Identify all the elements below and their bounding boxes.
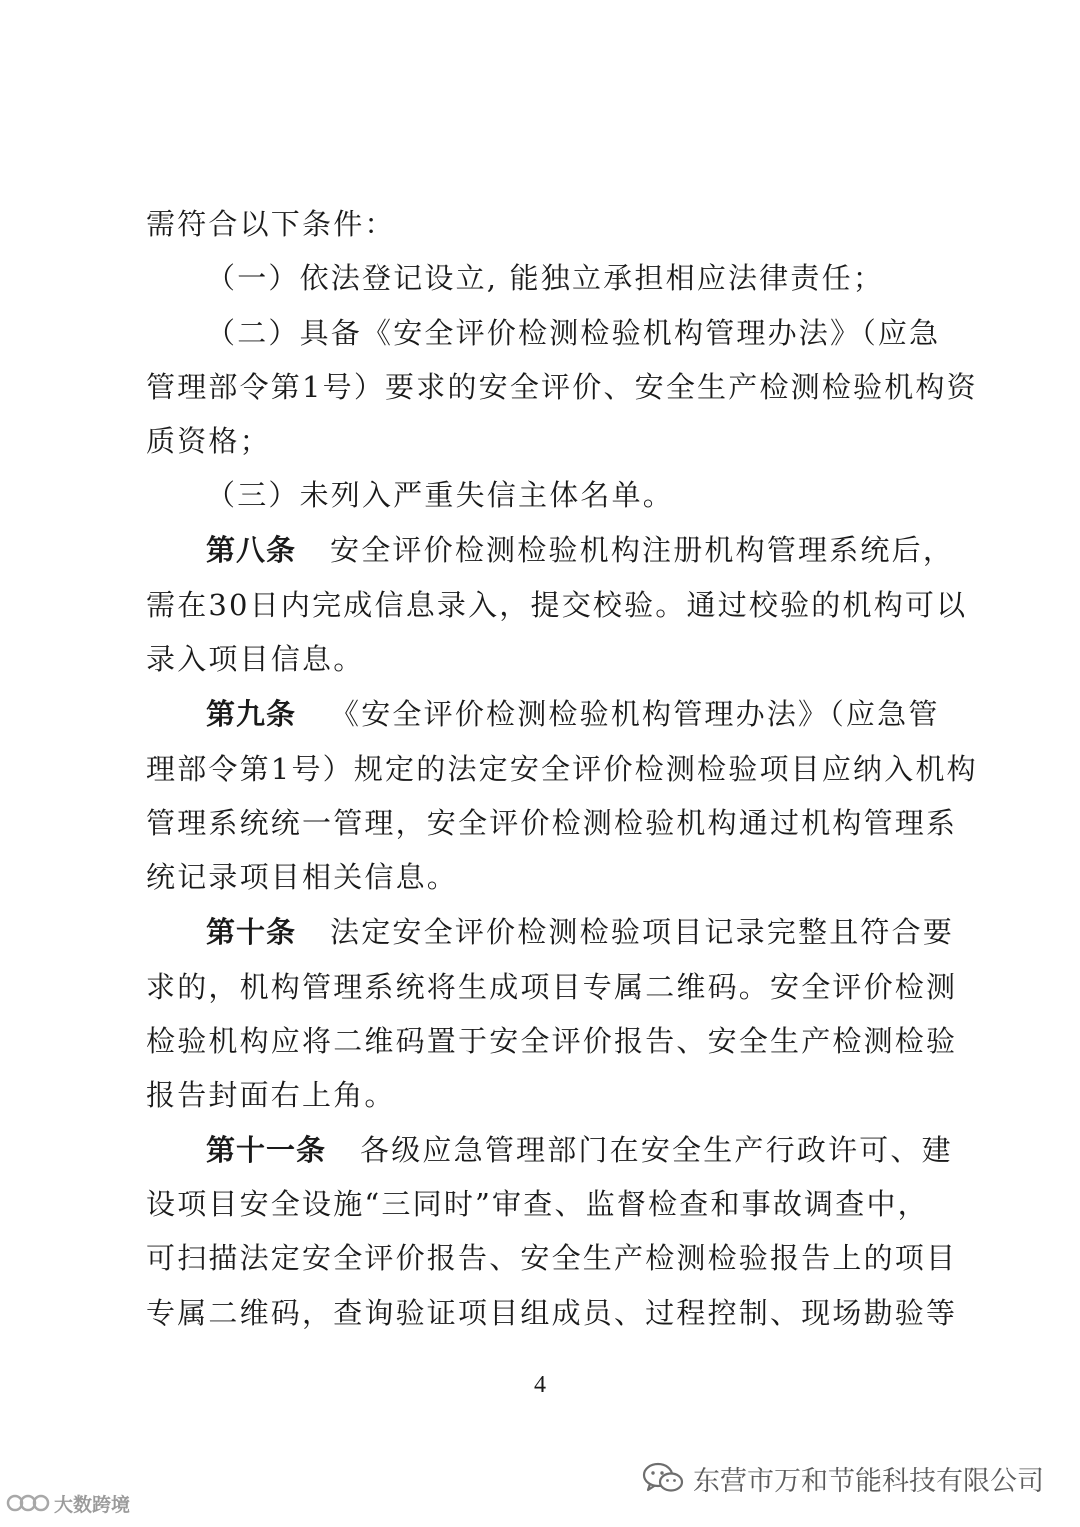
text-line: 质资格；: [146, 424, 271, 458]
company-watermark: [641, 1458, 1044, 1498]
article-heading: 第八条: [206, 533, 297, 567]
article-9-first-line: [206, 694, 946, 734]
text-line: 求的，机构管理系统将生成项目专属二维码。安全评价检测: [146, 970, 958, 1004]
article-10-first-line: [206, 912, 955, 952]
text-line: 设项目安全设施“三同时”审查、监督检查和事故调查中，: [146, 1187, 929, 1221]
page-number: 4: [534, 1372, 546, 1398]
text-line: 专属二维码，查询验证项目组成员、过程控制、现场勘验等: [146, 1296, 958, 1330]
article-heading: 第十一条: [206, 1133, 327, 1167]
text-line: 理部令第1号）规定的法定安全评价检测检验项目应纳入机构: [146, 752, 978, 786]
article-text: 各级应急管理部门在安全生产行政许可、建: [360, 1133, 953, 1167]
article-text: 安全评价检测检验机构注册机构管理系统后，: [330, 533, 955, 567]
site-name: 大数跨境: [54, 1493, 131, 1516]
text-line: 需在30日内完成信息录入，提交校验。通过校验的机构可以: [146, 588, 968, 622]
text-line: 检验机构应将二维码置于安全评价报告、安全生产检测检验: [146, 1024, 958, 1058]
text-line: （三）未列入严重失信主体名单。: [206, 478, 675, 512]
article-text: 法定安全评价检测检验项目记录完整且符合要: [330, 915, 955, 949]
text-line: 管理部令第1号）要求的安全评价、安全生产检测检验机构资: [146, 370, 978, 404]
wechat-icon: [641, 1461, 685, 1495]
text-line: 报告封面右上角。: [146, 1078, 396, 1112]
article-11-first-line: [206, 1130, 953, 1170]
text-line: 管理系统统一管理，安全评价检测检验机构通过机构管理系: [146, 806, 958, 840]
article-heading: 第九条: [206, 697, 297, 731]
text-line: 录入项目信息。: [146, 642, 365, 676]
article-heading: 第十条: [206, 915, 297, 949]
text-line: （一）依法登记设立, 能独立承担相应法律责任；: [206, 261, 885, 295]
article-8-first-line: [206, 530, 955, 570]
text-line: 需符合以下条件：: [146, 207, 396, 241]
text-line: （二）具备《安全评价检测检验机构管理办法》（应急: [206, 316, 941, 350]
site-watermark: [6, 1488, 130, 1518]
logo-icon: [6, 1491, 50, 1515]
article-text: 《安全评价检测检验机构管理办法》（应急管: [330, 697, 940, 731]
company-name: 东营市万和节能科技有限公司: [693, 1465, 1044, 1497]
text-line: 可扫描法定安全评价报告、安全生产检测检验报告上的项目: [146, 1241, 958, 1275]
text-line: 统记录项目相关信息。: [146, 860, 459, 894]
